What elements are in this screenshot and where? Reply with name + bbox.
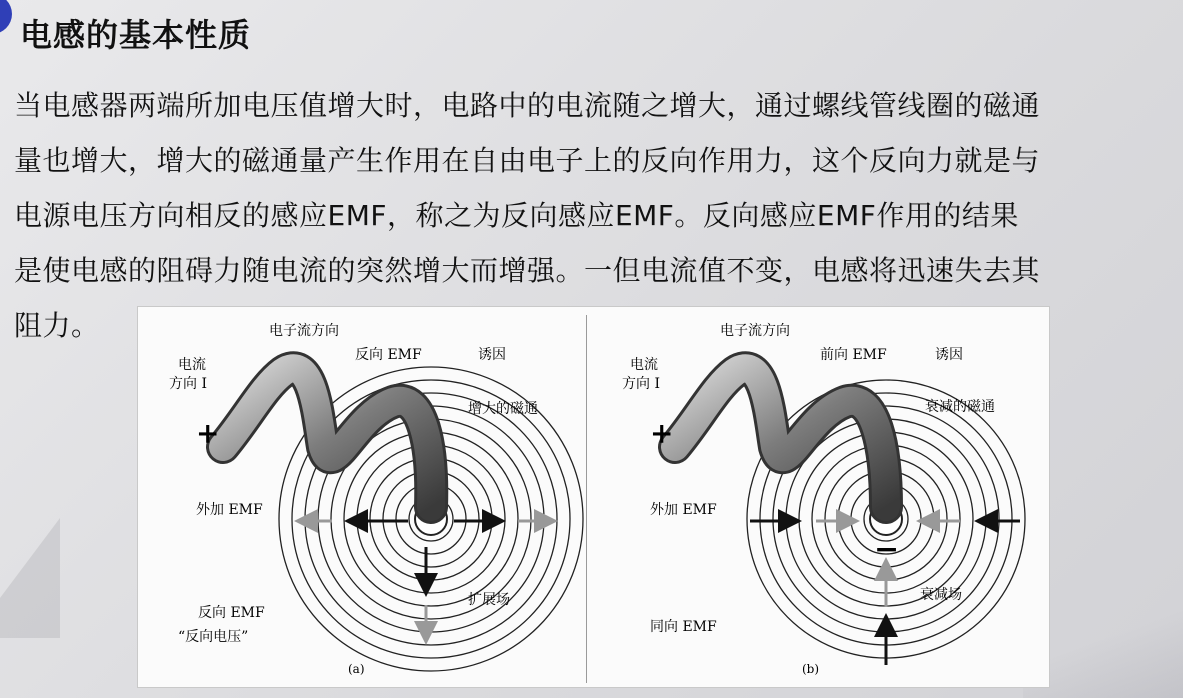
label-current-direction-2: 方向 I <box>169 376 207 392</box>
caption-b: (b) <box>802 662 820 676</box>
label-increasing-flux: 增大的磁通 <box>468 401 538 417</box>
label-decreasing-flux: 衰减的磁通 <box>925 399 995 415</box>
label-applied-emf: 外加 EMF <box>650 502 717 518</box>
label-forward-emf: 前向 EMF <box>820 347 887 363</box>
label-reverse-emf: 反向 EMF <box>198 605 265 621</box>
arrows-a <box>306 521 546 633</box>
caption-a: (a) <box>348 662 365 676</box>
label-counter-emf: 反向 EMF <box>355 347 422 363</box>
panel-a <box>138 307 586 687</box>
page-title: 电感的基本性质 <box>20 16 252 54</box>
paragraph-line: 电源电压方向相反的感应EMF，称之为反向感应EMF。反向感应EMF作用的结果 <box>14 199 1019 232</box>
label-reverse-voltage: “反向电压” <box>178 629 249 645</box>
label-current-direction-1: 电流 <box>178 357 206 373</box>
label-same-emf: 同向 EMF <box>650 619 717 635</box>
label-collapsing-field: 衰减场 <box>920 587 962 603</box>
paragraph-line: 量也增大，增大的磁通量产生作用在自由电子上的反向作用力，这个反向力就是与 <box>14 144 1041 177</box>
label-current-direction-2: 方向 I <box>622 376 660 392</box>
label-plus-terminal: + <box>196 417 220 450</box>
label-cause: 诱因 <box>478 347 506 363</box>
label-plus-terminal: + <box>650 417 674 450</box>
label-electron-flow: 电子流方向 <box>269 323 339 339</box>
label-electron-flow: 电子流方向 <box>720 323 790 339</box>
label-applied-emf: 外加 EMF <box>196 502 263 518</box>
label-current-direction-1: 电流 <box>630 357 658 373</box>
label-minus-terminal: − <box>874 532 900 567</box>
decorative-corner-shape <box>0 518 60 638</box>
panel-divider <box>586 315 587 683</box>
label-cause: 诱因 <box>935 347 963 363</box>
inductor-diagram-figure <box>137 306 1050 688</box>
label-expanding-field: 扩展场 <box>468 592 510 608</box>
paragraph-line: 阻力。 <box>14 309 100 342</box>
paragraph-line: 当电感器两端所加电压值增大时，电路中的电流随之增大，通过螺线管线圈的磁通 <box>14 89 1041 122</box>
panel-b <box>590 307 1048 687</box>
title-accent-badge <box>0 0 12 34</box>
paragraph-line: 是使电感的阻碍力随电流的突然增大而增强。一但电流值不变，电感将迅速失去其 <box>14 254 1041 287</box>
